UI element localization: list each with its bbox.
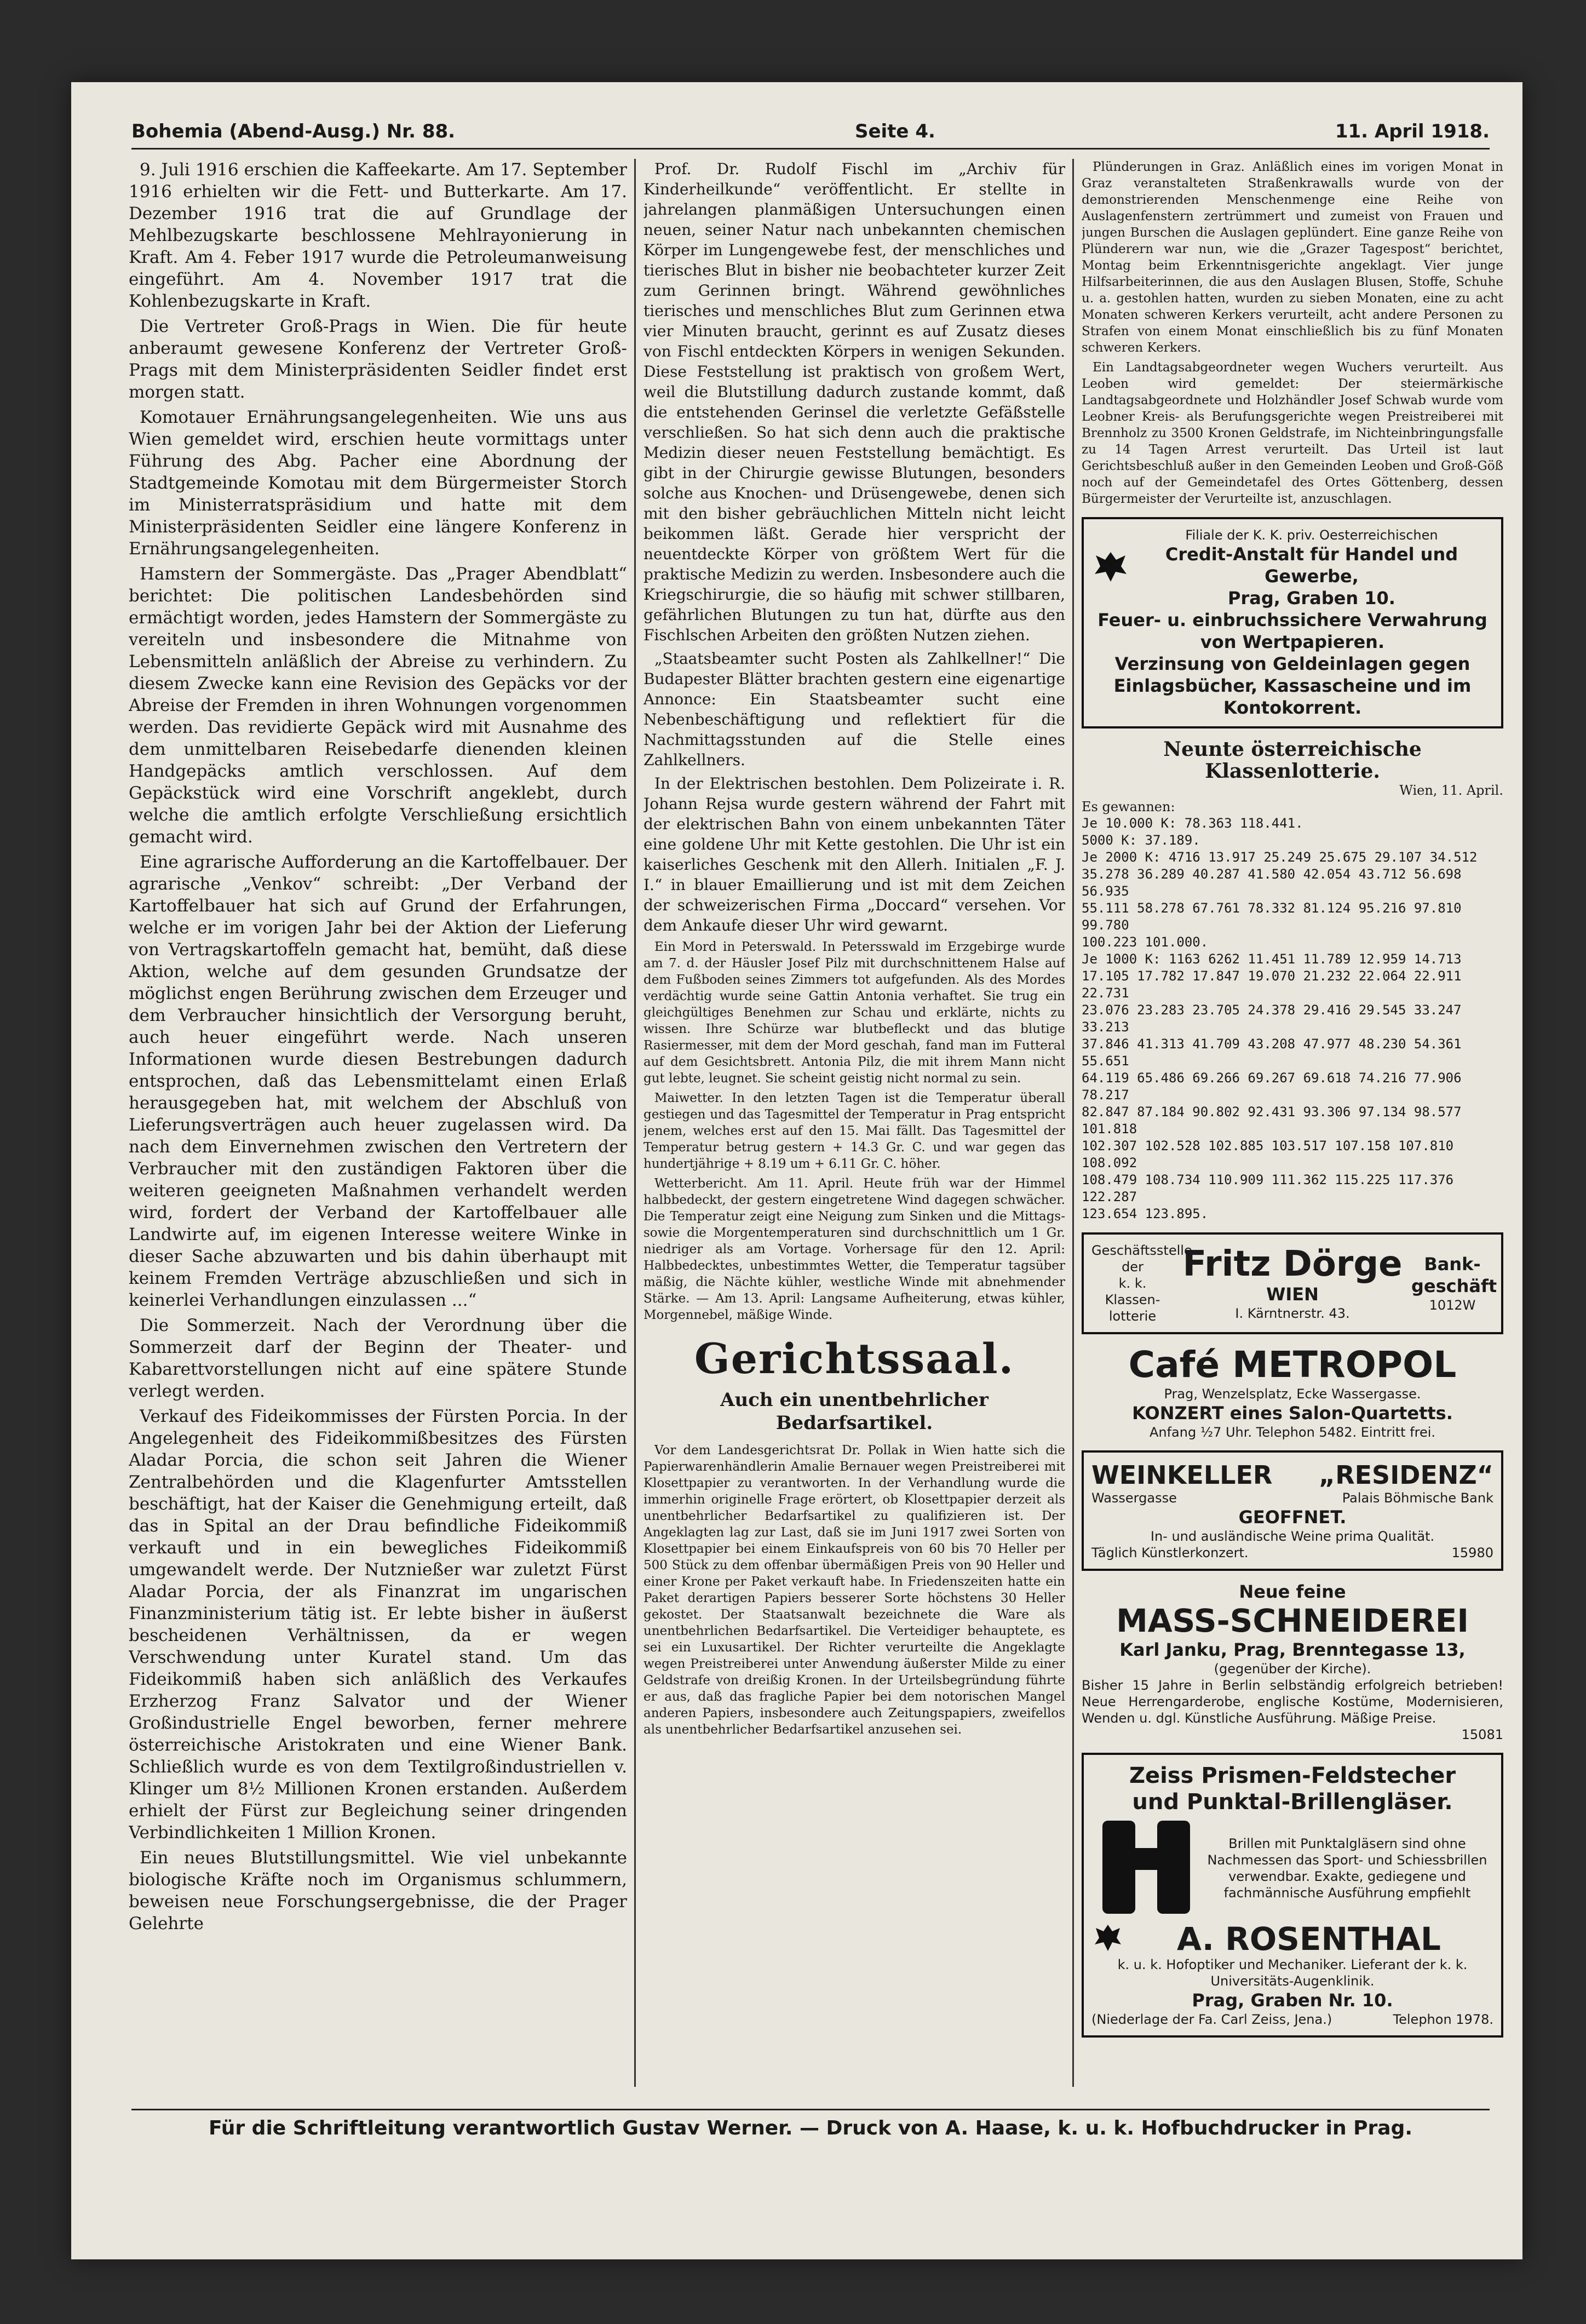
ad-residenz-location: [1091, 1490, 1493, 1506]
ad-rosenthal-row: [1091, 1921, 1493, 1956]
ad-cafe-metropol: [1082, 1344, 1503, 1441]
ad-bank-header: [1091, 527, 1493, 609]
ad-doerge-code: 1012W: [1429, 1298, 1476, 1313]
article-tram-theft: In der Elektrischen bestohlen. Dem Polizeirate i. R. Johann Rejsa wurde gestern während der Fahrt mit der elektrischen Bahn von einem unbekannten Täter eine goldene Uhr mit Kette gestohlen. Die Uhr ist ein kaiserliches Geschenk mit den Allerh. Initialen „F. J. I.“ in blauer Emaillierung und ist mit dem Zeichen der schweizerischen Firma „Doccard“ versehen. Vor dem Ankaufe dieser Uhr wird gewarnt.: [643, 774, 1065, 934]
lottery-line: 35.278 36.289 40.287 41.580 42.054 43.712 56.698 56.935: [1082, 867, 1470, 899]
lottery-line: 37.846 41.313 41.709 43.208 47.977 48.230 54.361 55.651: [1082, 1036, 1470, 1069]
article-may-weather: Maiwetter. In den letzten Tagen ist die Temperatur überall gestiegen und das Tagesmittel der Temperatur in Prag entspricht jenem, welches erst auf den 15. Mai fällt. Das Tagesmittel der Temperatur betrug gestern + 14.3 Gr. C. und war gegen das hundertjährige + 8.19 um + 6.11 Gr. C. höher.: [643, 1091, 1065, 1171]
ad-tailor-body: Bisher 15 Jahre in Berlin selbständig erfolgreich betrieben! Neue Herrengarderobe, englische Kostüme, Modernisieren, Wenden u. dgl. Künstliche Ausführung. Mäßige Preise.: [1082, 1678, 1503, 1726]
ad-rosenthal-tel: Telephon 1978.: [1393, 2012, 1493, 2027]
column-2: [643, 159, 1065, 2087]
ad-residenz-left: Wassergasse: [1091, 1490, 1177, 1506]
column-rule-2: [1072, 159, 1074, 2087]
ad-bank-line2: Credit-Anstalt für Handel und Gewerbe,: [1165, 544, 1458, 587]
ad-metropol-line1: Prag, Wenzelsplatz, Ecke Wassergasse.: [1164, 1386, 1421, 1402]
column-3: [1082, 159, 1503, 2087]
ad-rosenthal-sub: k. u. k. Hofoptiker und Mechaniker. Lieferant der k. k. Universitäts-Augenklinik.: [1117, 1957, 1468, 1989]
lottery-results: [1082, 738, 1503, 1223]
ad-rosenthal-addr: Prag, Graben Nr. 10.: [1192, 1990, 1393, 2011]
lottery-line: 17.105 17.782 17.847 19.070 21.232 22.064 22.911 22.731: [1082, 968, 1470, 1001]
article-fischl: Prof. Dr. Rudolf Fischl im „Archiv für Kinderheilkunde“ veröffentlicht. Er stellte in jahrelangen planmäßigen Untersuchungen einen neuen, seiner Natur nach unbekannten chemischen Körper im Lungengewebe fest, der menschliches und tierisches Blut in bisher nie beobachteter kurzer Zeit zum Gerinnen bringt. Während gewöhnliches tierisches und menschliches Blut zum Gerinnen etwa vier Minuten braucht, gerinnt es auf Zusatz dieses von Fischl entdeckten Körpers in wenigen Sekunden. Diese Feststellung ist praktisch von großem Wert, weil die Blutstillung dadurch zustande kommt, daß die entstehenden Gerinsel die verletzte Gefäßstelle verschließen. So hat sich denn auch die praktische Medizin dieser neuen Feststellung bemächtigt. Es gibt in der Chirurgie gewisse Blutungen, besonders solche aus Knochen- und Drüsengewebe, denen sich mit den bisher gebräuchlichen Mitteln nicht leicht beikommen läßt. Gerade hier verspricht der neuentdeckte Körper von größtem Wert für die praktische Medizin zu werden. Insbesondere auch die Kriegschirurgie, die so häufig mit schwer stillbaren, gefährlichen Blutungen zu tun hat, dürfte aus den Fischlschen Arbeiten den größten Nutzen ziehen.: [643, 160, 1065, 644]
ad-doerge-right: Bank-geschäft: [1411, 1254, 1497, 1296]
article-food-cards: 9. Juli 1916 erschien die Kaffeekarte. Am 17. September 1916 erhielten wir die Fett- und Butterkarte. Am 17. Dezember 1916 trat die auf Grundlage der Mehlbezugskarte beschlossene Mehlrayonierung in Kraft. Am 4. Feber 1917 wurde die Petroleumanweisung eingeführt. Am 4. November 1917 trat die Kohlenbezugskarte in Kraft.: [129, 160, 627, 311]
lottery-line: 108.479 108.734 110.909 111.362 115.225 117.376 122.287: [1082, 1172, 1462, 1204]
ad-doerge-left1: Geschäftsstelle der: [1091, 1243, 1192, 1275]
article-porcia: Verkauf des Fideikommisses der Fürsten Porcia. In der Angelegenheit des Fideikommißbesitzes des Fürsten Aladar Porcia, die schon seit Jahren die Wiener Zentralbehörden und die Klagenfurter Amtsstellen beschäftigt, hat der Kaiser die Genehmigung erteilt, daß das in Spital an der Drau befindliche Fideikommiß verkauft und in ein bewegliches Fideikommiß umgewandelt werde. Der Nutznießer war zuletzt Fürst Aladar Porcia, der als Finanzrat im ungarischen Finanzministerium tätig ist. Er lebte bisher in äußerst bescheidenen Verhältnissen, da er wegen Verschwendung unter Kuratel stand. Um das Fideikommiß haben sich anläßlich des Verkaufes Erzherzog Franz Salvator und der Wiener Großindustrielle Engel beworben, ferner mehrere österreichische Aristokraten und eine Wiener Bank. Schließlich wurde es von dem Textilgroßindustriellen v. Klinger um 8½ Millionen Kronen erstanden. Außerdem erhielt der Fürst zur Begleichung seiner dringenden Verbindlichkeiten 1 Million Kronen.: [129, 1407, 627, 1843]
ad-rosenthal-name: A. ROSENTHAL: [1176, 1920, 1441, 1958]
ad-bank-line4: Feuer- u. einbruchssichere Verwahrung von Wertpapieren.: [1097, 610, 1487, 652]
page-number: Seite 4.: [854, 120, 935, 142]
lottery-place: Wien, 11. April.: [1399, 783, 1503, 798]
ad-tailor-name: MASS-SCHNEIDEREI: [1116, 1602, 1469, 1639]
lottery-line: 82.847 87.184 90.802 92.431 93.306 97.134 98.577 101.818: [1082, 1104, 1470, 1137]
article-civil-servant: „Staatsbeamter sucht Posten als Zahlkellner!“ Die Budapester Blätter brachten gestern eine eigenartige Annonce: Ein Staatsbeamter sucht eine Nebenbeschäftigung und reflektiert für die Nachmittagsstunden auf die Stelle eines Zahlkellners.: [643, 650, 1065, 769]
ad-doerge-addr: I. Kärntnerstr. 43.: [1235, 1306, 1350, 1321]
ad-residenz-name1: WEINKELLER: [1091, 1460, 1273, 1490]
ad-doerge-center: [1174, 1245, 1411, 1322]
column-rule-1: [634, 159, 636, 2087]
ad-tailor-line1: Neue feine: [1239, 1581, 1346, 1602]
ad-doerge-right-wrap: [1411, 1253, 1497, 1313]
article-prague-representatives: Die Vertreter Groß-Prags in Wien. Die für heute anberaumt gewesene Konferenz der Vertreter Groß-Prags mit dem Ministerpräsidenten Seidler findet erst morgen statt.: [129, 317, 627, 402]
masthead-left: Bohemia (Abend-Ausg.) Nr. 88.: [131, 120, 456, 142]
ad-zeiss-rosenthal: [1082, 1753, 1503, 2038]
lottery-line: 100.223 101.000.: [1082, 934, 1209, 950]
ad-doerge-left2: k. k. Klassen-lotterie: [1105, 1276, 1160, 1324]
ad-rosenthal-foot: [1091, 2011, 1493, 2028]
lottery-line: 102.307 102.528 102.885 103.517 107.158 107.810 108.092: [1082, 1138, 1462, 1170]
lottery-line: Je 1000 K: 1163 6262 11.451 11.789 12.959 14.713: [1082, 951, 1462, 967]
article-hoarding: Hamstern der Sommergäste. Das „Prager Abendblatt“ berichtet: Die politischen Landesbehörden sind ermächtigt worden, jedes Hamstern der Sommergäste zu vereiteln und insbesondere die Mitnahme von Lebensmitteln anläßlich der Abreise zu verhindern. Zu diesem Zwecke kann eine Revision des Gepäcks vor der Abreise der Fremden in ihren Wohnungen vorgenommen werden. Das revidierte Gepäck wird mit Ausnahme des dem unmittelbaren Reisebedarfe dienenden kleinen Handgepäcks amtlich verschlossen. Auf dem Gepäckstück wird eine Vorschrift angeklebt, durch welche die amtlich erfolgte Verschließung ersichtlich gemacht wird.: [129, 564, 627, 847]
ad-residenz-header: [1091, 1460, 1493, 1490]
lottery-line: 64.119 65.486 69.266 69.267 69.618 74.216 77.906 78.217: [1082, 1070, 1470, 1103]
ad-metropol-name: Café METROPOL: [1128, 1344, 1457, 1386]
lottery-line: Je 10.000 K: 78.363 118.441.: [1082, 816, 1303, 831]
masthead: [131, 115, 1490, 150]
ad-mass-schneiderei: [1082, 1581, 1503, 1743]
article-blood-clotting: Ein neues Blutstillungsmittel. Wie viel unbekannte biologische Kräfte noch im Organismus schlummern, beweisen neue Forschungsergebnisse, die der Prager Gelehrte: [129, 1848, 627, 1933]
ad-doerge-city: WIEN: [1266, 1284, 1319, 1305]
masthead-date: 11. April 1918.: [1335, 120, 1490, 142]
ad-tailor-addr: (gegenüber der Kirche).: [1214, 1661, 1371, 1677]
double-eagle-icon: [1091, 548, 1130, 588]
ad-rosenthal-foot-note: (Niederlage der Fa. Carl Zeiss, Jena.): [1091, 2012, 1332, 2027]
ad-metropol-line3: Anfang ½7 Uhr. Telephon 5482. Eintritt frei.: [1149, 1425, 1436, 1440]
ad-zeiss-body: Brillen mit Punktalgläsern sind ohne Nachmessen das Sport- und Schiessbrillen verwendbar. Exakte, gediegene und fachmännische Ausführung empfiehlt: [1207, 1836, 1487, 1901]
lottery-line: 23.076 23.283 23.705 24.378 29.416 29.545 33.247 33.213: [1082, 1002, 1470, 1035]
lottery-title: Neunte österreichische Klassenlotterie.: [1163, 738, 1422, 783]
newspaper-page: [71, 82, 1522, 2259]
court-body-wrap: [643, 1442, 1065, 1738]
lottery-line: 55.111 58.278 67.761 78.332 81.124 95.216 97.810 99.780: [1082, 900, 1470, 933]
lottery-line: 5000 K: 37.189.: [1082, 833, 1200, 848]
lottery-line: 123.654 123.895.: [1082, 1206, 1209, 1221]
article-weather-report: Wetterbericht. Am 11. April. Heute früh war der Himmel halbbedeckt, der gestern eingetretene Wind dagegen schwächer. Die Temperatur zeigt eine Neigung zum Sinken und die Mittags- sowie die Morgentemperaturen sind durchschnittlich um 1 Gr. niedriger als am Vortage. Vorhersage für den 12. April: Halbbedecktes, unbestimmtes Wetter, die Temperatur tagsüber mäßig, die Nächte kühler, westliche Winde mit abnehmender Stärke. — Am 13. April: Langsame Aufheiterung, etwas kühler, Morgennebel, mäßige Winde.: [643, 1177, 1065, 1322]
ad-zeiss-content: [1091, 1815, 1493, 1921]
ad-residenz-code: 15980: [1451, 1545, 1493, 1560]
ad-bank-line1: Filiale der K. K. priv. Oesterreichischen: [1185, 527, 1438, 543]
section-heading-court: Gerichtssaal.: [694, 1334, 1015, 1383]
imprint-footer: Für die Schriftleitung verantwortlich Gustav Werner. — Druck von A. Haase, k. u. k. Hofbuchdrucker in Prag.: [131, 2109, 1490, 2139]
ad-bank-titles: [1130, 527, 1493, 609]
binoculars-icon: [1091, 1815, 1201, 1921]
ad-tailor-owner: Karl Janku, Prag, Brenntegasse 13,: [1119, 1639, 1466, 1660]
ad-residenz-right: Palais Böhmische Bank: [1342, 1490, 1493, 1506]
eagle-crest-icon: [1091, 1921, 1124, 1956]
article-komotau: Komotauer Ernährungsangelegenheiten. Wie uns aus Wien gemeldet wird, erschien heute vormittags unter Führung des Abg. Pacher eine Abordnung der Stadtgemeinde Komotau mit dem Bürgermeister Storch im Ministerratspräsidium und hatte mit dem Ministerpräsidenten Seidler eine längere Konferenz in Ernährungsangelegenheiten.: [129, 408, 627, 559]
article-summer-time: Die Sommerzeit. Nach der Verordnung über die Sommerzeit darf der Beginn der Theater- und Kabarettvorstellungen nicht auf eine spätere Stunde verlegt werden.: [129, 1316, 627, 1401]
column-3-news: [1082, 159, 1503, 507]
court-subheading: Auch ein unentbehrlicher Bedarfsartikel.: [720, 1389, 989, 1434]
ad-tailor-code: 15081: [1461, 1727, 1503, 1742]
court-body: Vor dem Landesgerichtsrat Dr. Pollak in Wien hatte sich die Papierwarenhändlerin Amalie Bernauer wegen Preistreiberei mit Klosettpapier zu verantworten. In der Verhandlung wurde die immerhin originelle Frage erörtert, ob Klosettpapier derzeit als unentbehrlicher Bedarfsartikel zu qualifizieren ist. Der Angeklagten lag zur Last, daß sie im Juni 1917 zwei Sorten von Klosettpapier bei einem Einkaufspreis von 60 bis 70 Heller per 500 Stück zu dem offenbar übermäßigen Preis von 90 Heller und einer Krone per Paket verkauft habe. In Friedenszeiten hatte ein Paket derartigen Papiers besserer Sorte höchstens 30 Heller gekostet. Der Staatsanwalt bezeichnete die Ware als unentbehrlichen Bedarfsartikel. Die Verteidiger behauptete, es sei ein Luxusartikel. Der Richter verurteilte die Angeklagte wegen Preistreiberei unter Anwendung äußerster Milde zu einer Geldstrafe von dreißig Kronen. In der Urteilsbegründung führte er aus, daß das fragliche Papier bei dem notorischen Mangel anderen Papiers, insbesondere auch Zeitungspapiers, zweifellos als unentbehrlicher Bedarfsartikel anzusehen sei.: [643, 1443, 1065, 1737]
column-1: [129, 159, 627, 2087]
ad-zeiss-title1: Zeiss Prismen-Feldstecher: [1129, 1763, 1456, 1788]
lottery-line: Je 2000 K: 4716 13.917 25.249 25.675 29.107 34.512: [1082, 850, 1478, 865]
ad-doerge-left: [1091, 1242, 1192, 1324]
small-news: [643, 939, 1065, 1323]
ad-weinkeller-residenz: [1082, 1450, 1503, 1571]
ad-credit-anstalt: [1082, 517, 1503, 728]
ad-fritz-doerge: [1082, 1232, 1503, 1334]
ad-metropol-line2: KONZERT eines Salon-Quartetts.: [1132, 1403, 1453, 1424]
ad-zeiss-title2: und Punktal-Brillengläser.: [1132, 1789, 1453, 1815]
article-murder: Ein Mord in Peterswald. In Petersswald im Erzgebirge wurde am 7. d. der Häusler Josef Pilz mit durchschnittenem Halse auf dem Fußboden seines Zimmers tot aufgefunden. Als des Mordes verdächtig wurde seine Gattin Antonia verhaftet. Sie trug ein gleichgültiges Benehmen zur Schau und erklärte, nichts zu wissen. Ihre Schürze war blutbefleckt und das blutige Rasiermesser, mit dem der Mord geschah, fand man im Futteral auf dem Gesichtsbrett. Antonia Pilz, die mit ihrem Mann nicht gut lebte, leugnet. Sie scheint geistig nicht normal zu sein.: [643, 940, 1065, 1086]
ad-residenz-foot: [1091, 1545, 1493, 1561]
lottery-intro: Es gewannen:: [1082, 799, 1175, 814]
article-deputy-usury: Ein Landtagsabgeordneter wegen Wuchers verurteilt. Aus Leoben wird gemeldet: Der steiermärkische Landtagsabgeordnete und Holzhändler Josef Schwab wurde vom Leobner Kreis- als Berufungsgerichte wegen Preistreiberei mit Brennholz zu 3500 Kronen Geldstrafe, im Nichteinbringungsfalle zu 14 Tagen Arrest verurteilt. Das Urteil ist laut Gerichtsbeschluß außer in den Gemeinden Leoben und Groß-Göß noch auf der Gemeindetafel des Ortes Göttenberg, dessen Bürgermeister der Verurteilte ist, anzuschlagen.: [1082, 360, 1503, 506]
ad-bank-line5: Verzinsung von Geldeinlagen gegen Einlagsbücher, Kassascheine und im Kontokorrent.: [1113, 653, 1472, 718]
article-graz-looting: Plünderungen in Graz. Anläßlich eines im vorigen Monat in Graz veranstalteten Straßenkrawalls wurde von der demonstrierenden Menschenmenge eine Reihe von Auslagenfenstern zertrümmert und zumeist von Frauen und jungen Burschen die Auslagen geplündert. Eine ganze Reihe von Plünderern war nun, wie die „Grazer Tagespost“ berichtet, Montag beim Erkenntnisgerichte angeklagt. Vier junge Hilfsarbeiterinnen, die aus den Auslagen Blusen, Stoffe, Schuhe u. a. gestohlen hatten, wurden zu sieben Monaten, eine zu acht Monaten schweren Kerkers verurteilt, acht andere Personen zu Strafen von einem Monat einschließlich bis zu fünf Monaten schweren Kerkers.: [1082, 160, 1503, 355]
ad-doerge-name: Fritz Dörge: [1182, 1244, 1403, 1284]
article-potato-farmers: Eine agrarische Aufforderung an die Kartoffelbauer. Der agrarische „Venkov“ schreibt: „Der Verband der Kartoffelbauer hat sich auf Grund der Erfahrungen, welche er im vorigen Jahr bei der Aktion der Lieferung von Vertragskartoffeln gemacht hat, bemüht, daß diese Aktion, welche auf dem gesunden Grundsatze der möglichst engen Berührung zwischen dem Erzeuger und dem Verbraucher hinsichtlich der Versorgung beruht, auch heuer eingeführt werde. Nach unseren Informationen wurde diesen Bestrebungen dadurch entsprochen, daß das Lebensmittelamt einen Erlaß herausgegeben hat, mit welchem der Abschluß von Lieferungsverträgen auch heuer zugelassen wird. Da nach dem Einvernehmen zwischen den Vertretern der Verbraucher mit den zuständigen Faktoren über die weiteren geeigneten Maßnahmen verhandelt werden wird, fordert der Verband der Kartoffelbauer alle Landwirte auf, im eigenen Interesse weitere Winke in dieser Sache abzuwarten und bis dahin überhaupt mit keinem Fremden Verträge abzuschließen und sich in keinerlei Verhandlungen einzulassen ...“: [129, 852, 627, 1310]
ad-bank-line3: Prag, Graben 10.: [1228, 588, 1395, 609]
ad-residenz-open: GEOFFNET.: [1238, 1507, 1347, 1528]
ad-residenz-line1: In- und ausländische Weine prima Qualität.: [1150, 1529, 1435, 1544]
lottery-numbers: [1082, 815, 1503, 1223]
ad-residenz-line2: Täglich Künstlerkonzert.: [1091, 1545, 1249, 1560]
ad-residenz-name2: „RESIDENZ“: [1318, 1460, 1493, 1490]
